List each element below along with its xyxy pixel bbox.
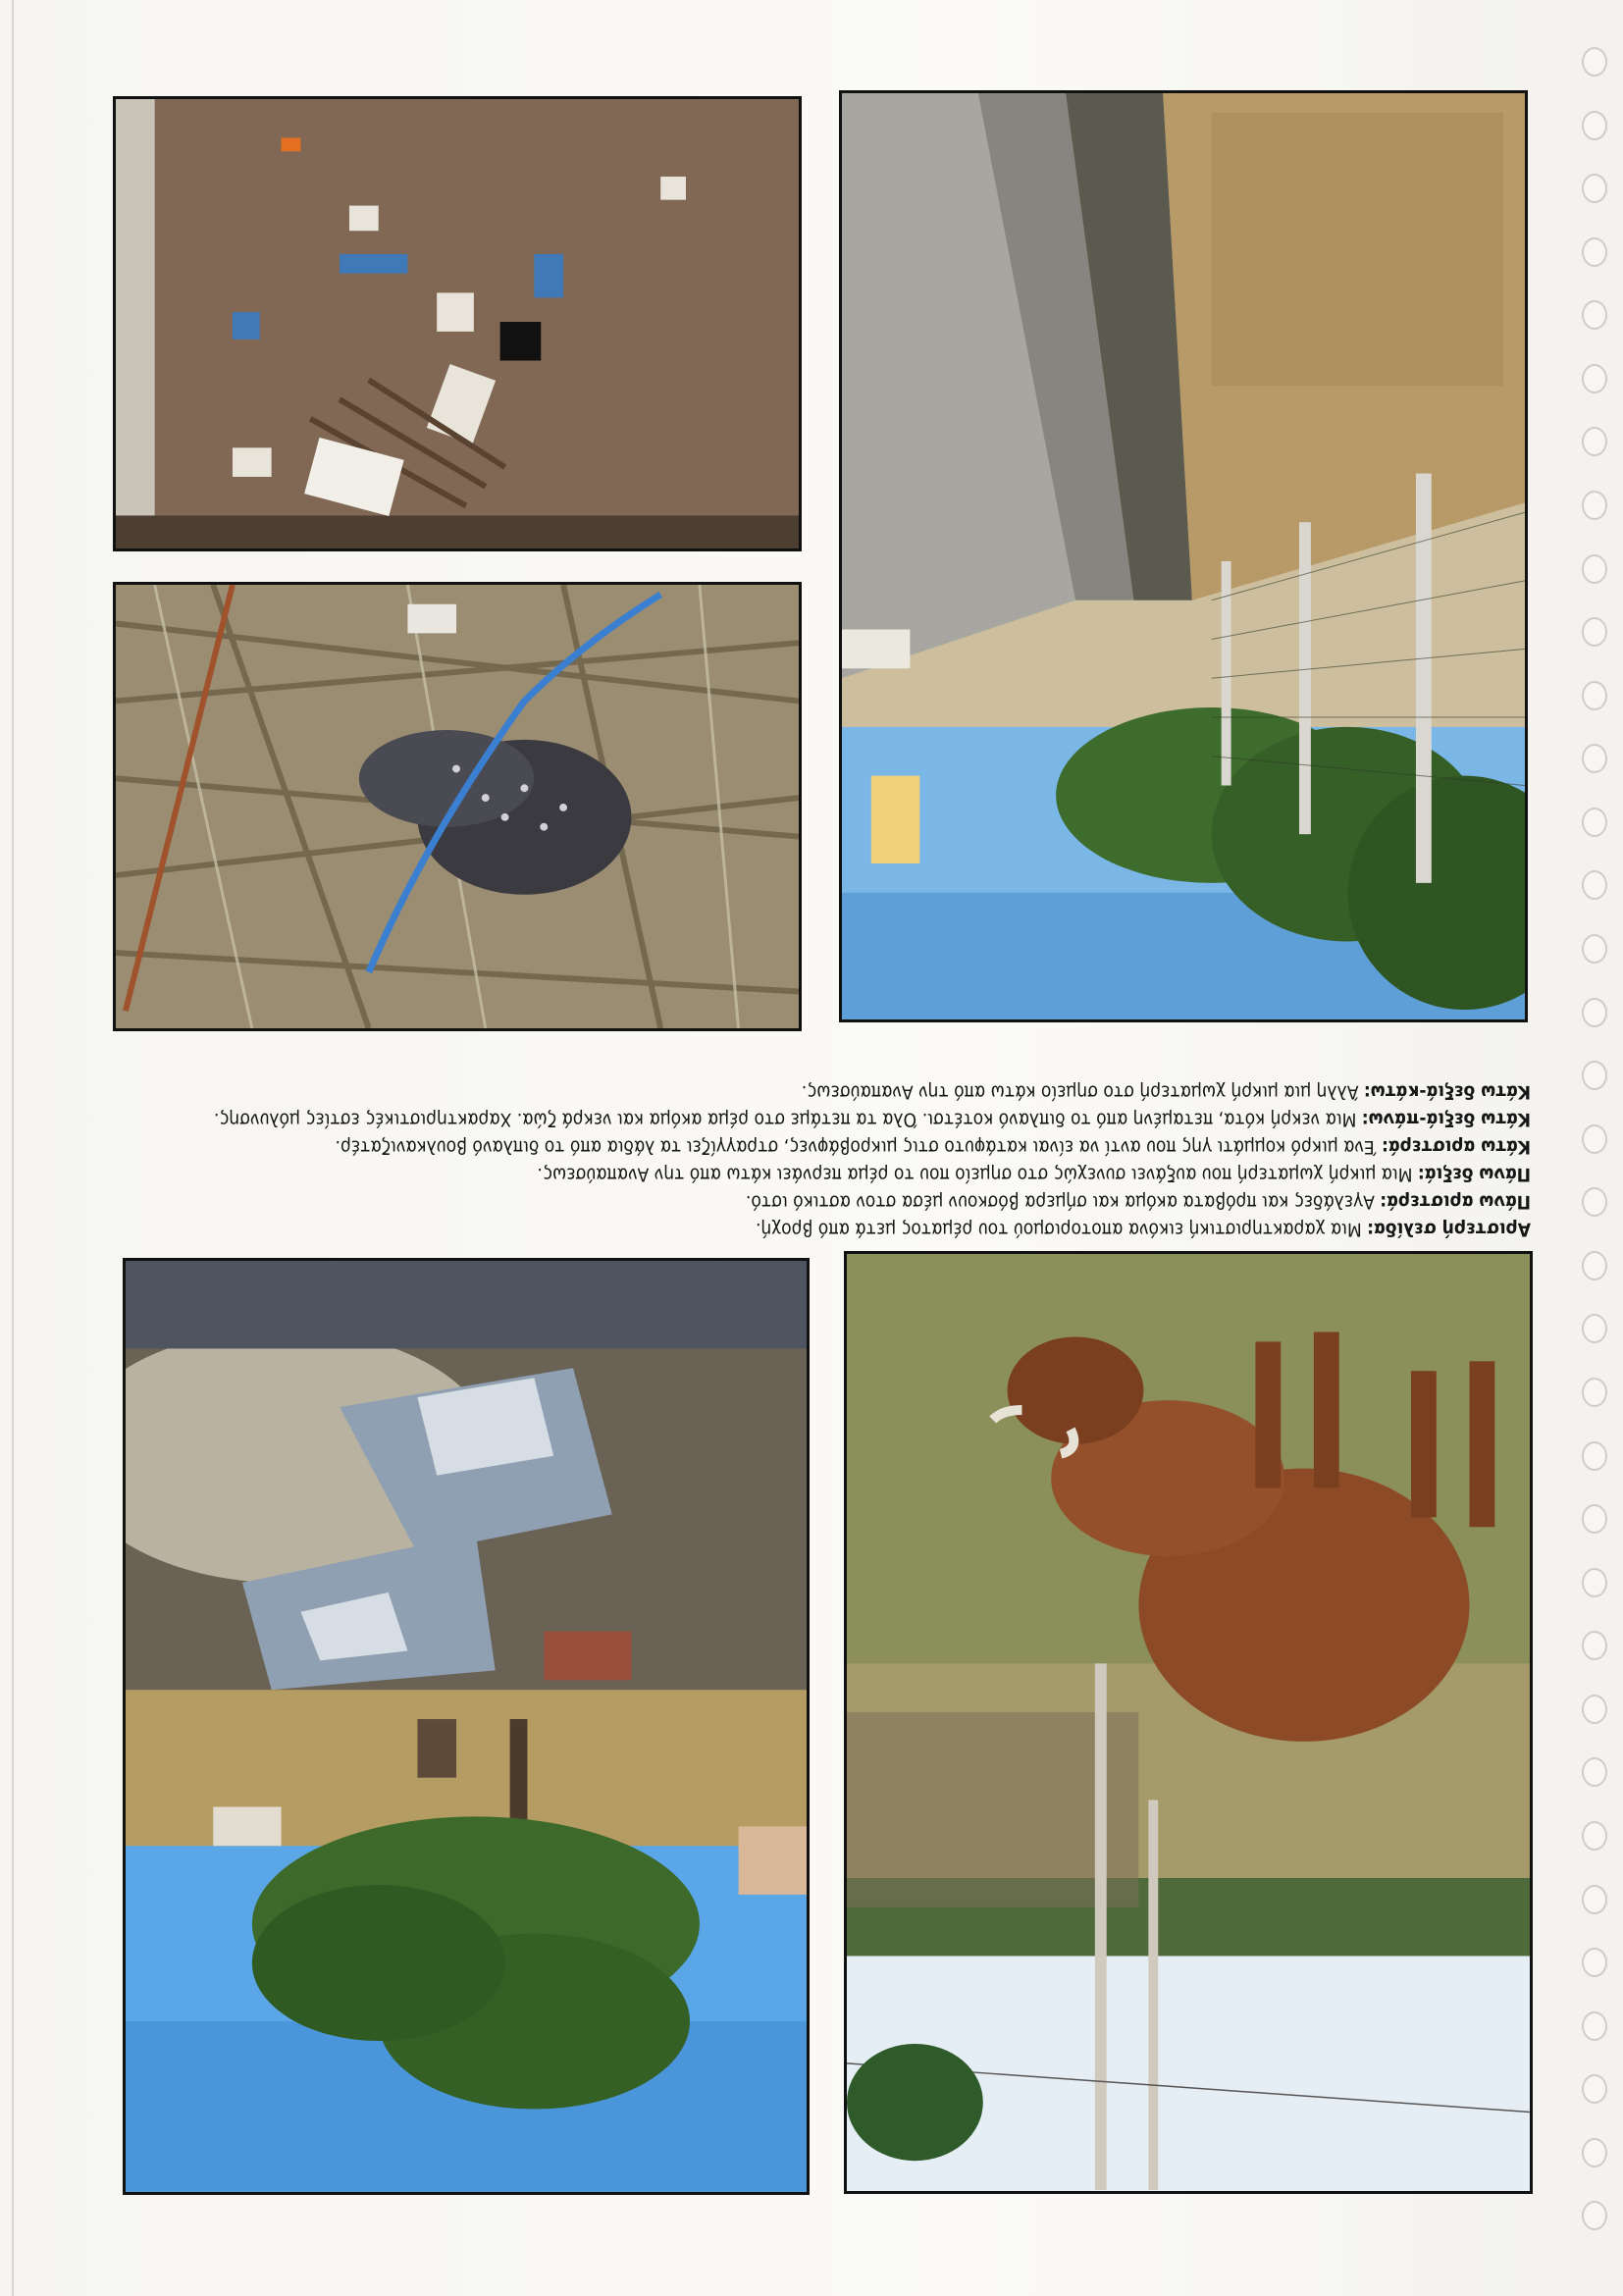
punch-hole-icon [1582, 681, 1607, 710]
punch-hole-icon [1582, 2011, 1607, 2041]
punch-hole-icon [1582, 808, 1607, 837]
photo-dead-chicken [113, 582, 802, 1031]
punch-hole-icon [1582, 1948, 1607, 1977]
photo-small-dump-under-road [113, 96, 802, 551]
punch-hole-icon [1582, 554, 1607, 584]
punch-hole-icon [1582, 300, 1607, 330]
punch-hole-icon [1582, 1568, 1607, 1597]
punch-holes [1582, 47, 1611, 2265]
trash-pile-image [116, 99, 799, 548]
page-edge-shadow [12, 0, 14, 2296]
photo-stream-channel-fence [839, 90, 1528, 1022]
caption-bottom-right-bottom: Κάτω δεξιά-κάτω: Άλλη μια μικρή χωματερή στο σημείο κάτω από την Αναπαύσεως. [801, 1081, 1531, 1103]
punch-hole-icon [1582, 1251, 1607, 1280]
punch-hole-icon [1582, 934, 1607, 964]
punch-hole-icon [1582, 174, 1607, 203]
punch-hole-icon [1582, 2201, 1607, 2230]
punch-hole-icon [1582, 364, 1607, 393]
punch-hole-icon [1582, 1631, 1607, 1660]
punch-hole-icon [1582, 617, 1607, 647]
punch-hole-icon [1582, 1124, 1607, 1154]
punch-hole-icon [1582, 998, 1607, 1027]
dead-chicken-image [116, 585, 799, 1028]
photo-scrap-dump-pine-tree [123, 1258, 810, 2195]
punch-hole-icon [1582, 111, 1607, 140]
punch-hole-icon [1582, 2074, 1607, 2104]
punch-hole-icon [1582, 237, 1607, 267]
caption-block [113, 1047, 1531, 1243]
caption-left-page: Αριστερή σελίδα: Μια χαρακτηριστική εικόνα αποτορισμού του ρέματος μετά από βροχή. [756, 1219, 1531, 1240]
stream-channel-image [842, 93, 1525, 1019]
punch-hole-icon [1582, 1821, 1607, 1851]
punch-hole-icon [1582, 491, 1607, 520]
photo-cow-grazing [844, 1251, 1533, 2194]
punch-hole-icon [1582, 47, 1607, 77]
caption-bottom-left: Κάτω αριστερά: Ένα μικρό κομμάτι γης που αντί να είναι κατάφυτο στις μικροβάφνες, στραγγίζει τα λάδια από το διπλανό βουλκανιζατέρ. [335, 1136, 1531, 1158]
punch-hole-icon [1582, 1441, 1607, 1471]
punch-hole-icon [1582, 1757, 1607, 1787]
punch-hole-icon [1582, 1885, 1607, 1914]
punch-hole-icon [1582, 1314, 1607, 1343]
punch-hole-icon [1582, 1504, 1607, 1534]
caption-bottom-right-top: Κάτω δεξιά-πάνω: Μια νεκρή κότα, πεταμένη από το διπλανό κοτέτσι. Όλα τα πετάμε στο ρέμα ακόμα και νεκρά ζώα. Χαρακτηριστικές εστίες μόλυνσης. [213, 1109, 1531, 1130]
punch-hole-icon [1582, 2138, 1607, 2167]
punch-hole-icon [1582, 427, 1607, 456]
punch-hole-icon [1582, 1695, 1607, 1724]
punch-hole-icon [1582, 1061, 1607, 1090]
cow-image [847, 1254, 1530, 2191]
punch-hole-icon [1582, 870, 1607, 900]
scrap-dump-image [126, 1261, 807, 2192]
punch-hole-icon [1582, 1378, 1607, 1407]
caption-top-right: Πάνω δεξιά: Μια μικρή χωματερή που αυξάνει συνεχώς στο σημείο που το ρέμα περνάει κάτω από την Αναπαύσεως. [537, 1164, 1531, 1185]
caption-top-left: Πάνω αριστερά: Αγελάδες και πρόβατα ακόμα και σήμερα βόσκουν μέσα στον αστικό ιστό. [745, 1191, 1531, 1213]
punch-hole-icon [1582, 744, 1607, 773]
punch-hole-icon [1582, 1187, 1607, 1217]
